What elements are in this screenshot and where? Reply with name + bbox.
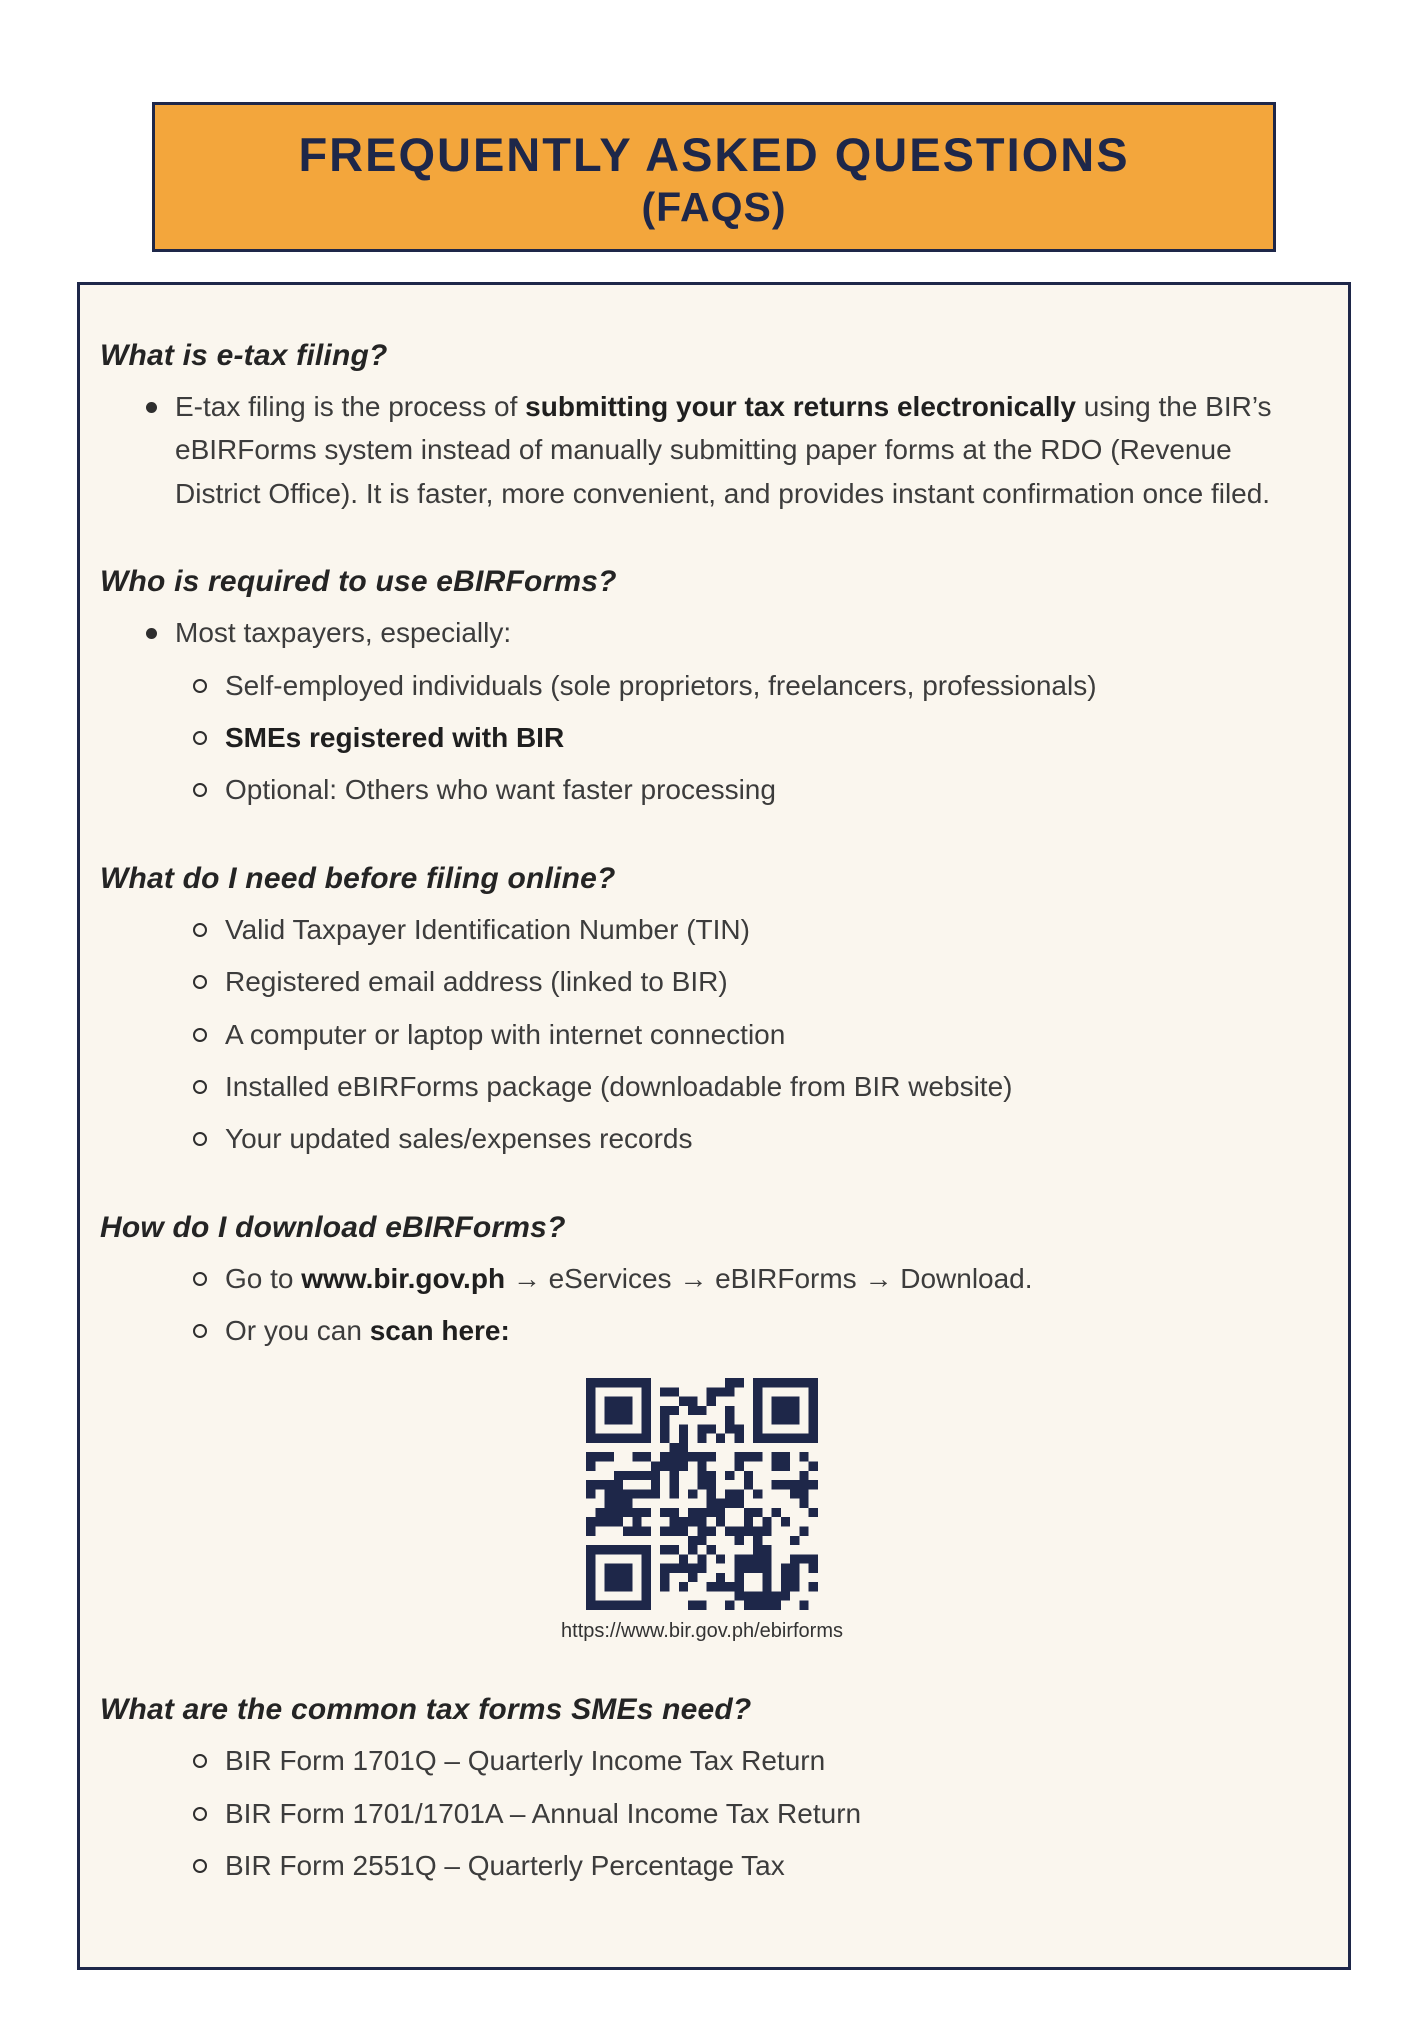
question-heading: What do I need before filing online? [100,861,616,895]
bullet-text: BIR Form 2551Q – Quarterly Percentage Tax [225,1850,785,1882]
bullet-circle-icon [193,1132,207,1146]
bullet-circle-icon [193,975,207,989]
bullet-text: Optional: Others who want faster processing [225,774,776,806]
bullet-circle-icon [193,1807,207,1821]
text-run-bold: scan here: [369,1315,510,1347]
bullet-circle-icon [193,731,207,745]
bir-website-url: www.bir.gov.ph [301,1262,506,1294]
question-heading: How do I download eBIRForms? [100,1210,566,1244]
bullet-text: Self-employed individuals (sole proprietors, freelancers, professionals) [225,669,1097,701]
sub-bullet-item [100,768,1304,811]
bullet-circle-icon [193,783,207,797]
question-heading: What are the common tax forms SMEs need? [100,1693,752,1727]
bullet-text [175,385,1304,515]
bullet-circle-icon [193,1754,207,1768]
sub-bullet-item [100,1844,1304,1887]
question-heading: What is e-tax filing? [100,339,388,372]
bullet-circle-icon [193,1080,207,1094]
sub-bullet-item [100,1792,1304,1835]
header-banner [152,102,1276,252]
sub-bullet-item [100,716,1304,759]
sub-bullet-item [100,1117,1304,1160]
bullet-circle-icon [193,1324,207,1338]
text-run: E-tax filing is the process of [175,391,526,422]
bullet-text: BIR Form 1701Q – Quarterly Income Tax Return [225,1745,826,1777]
text-run: Or you can [225,1315,370,1347]
bullet-dot-icon [146,628,157,639]
bullet-text: Valid Taxpayer Identification Number (TIN) [225,913,750,945]
question-heading: Who is required to use eBIRForms? [100,565,617,599]
bullet-circle-icon [193,1859,207,1873]
qr-code-icon [586,1378,818,1610]
sub-bullet-item [100,1309,1304,1352]
sub-bullet-item [100,1065,1304,1108]
bullet-text: Registered email address (linked to BIR) [225,966,728,998]
banner-title: FREQUENTLY ASKED QUESTIONS [298,128,1130,181]
section-how-to-download [100,1211,1304,1644]
qr-block [100,1378,1304,1643]
section-what-is-etax-filing [100,339,1304,515]
bullet-circle-icon [193,679,207,693]
bullet-circle-icon [193,923,207,937]
bullet-text: Installed eBIRForms package (downloadable from BIR website) [225,1070,1013,1102]
sub-bullet-item [100,960,1304,1003]
bullet-dot-icon [146,402,157,413]
sub-bullet-item [100,1257,1304,1300]
sub-bullet-item [100,1739,1304,1782]
bullet-item [100,611,1304,654]
text-run-bold: submitting your tax returns electronically [525,391,1076,422]
bullet-circle-icon [193,1272,207,1286]
bullet-text: SMEs registered with BIR [225,721,565,753]
sub-bullet-item [100,1013,1304,1056]
banner-subtitle: (FAQS) [641,184,787,230]
bullet-text [225,1309,1304,1352]
sub-bullet-item [100,908,1304,951]
bullet-circle-icon [193,1028,207,1042]
text-run: → eServices → eBIRForms → Download. [505,1262,1033,1294]
bullet-item [100,385,1304,515]
text-run: using the BIR’s eBIRForms system instead of manually submitting paper forms at the RDO (Revenue District Office). It is faster, more convenient, and provides instant confirmation once filed. [175,391,1272,509]
bullet-text: Your updated sales/expenses records [225,1123,693,1155]
section-what-do-i-need [100,862,1304,1161]
faq-content-box [77,282,1351,1970]
bullet-text: A computer or laptop with internet connection [225,1018,786,1050]
section-who-is-required [100,565,1304,812]
bullet-text [225,1257,1304,1300]
qr-caption: https://www.bir.gov.ph/ebirforms [561,1620,843,1643]
sub-bullet-item [100,664,1304,707]
bullet-text: Most taxpayers, especially: [175,617,512,649]
bullet-text: BIR Form 1701/1701A – Annual Income Tax Return [225,1797,862,1829]
section-common-tax-forms [100,1693,1304,1887]
text-run: Go to [225,1262,302,1294]
